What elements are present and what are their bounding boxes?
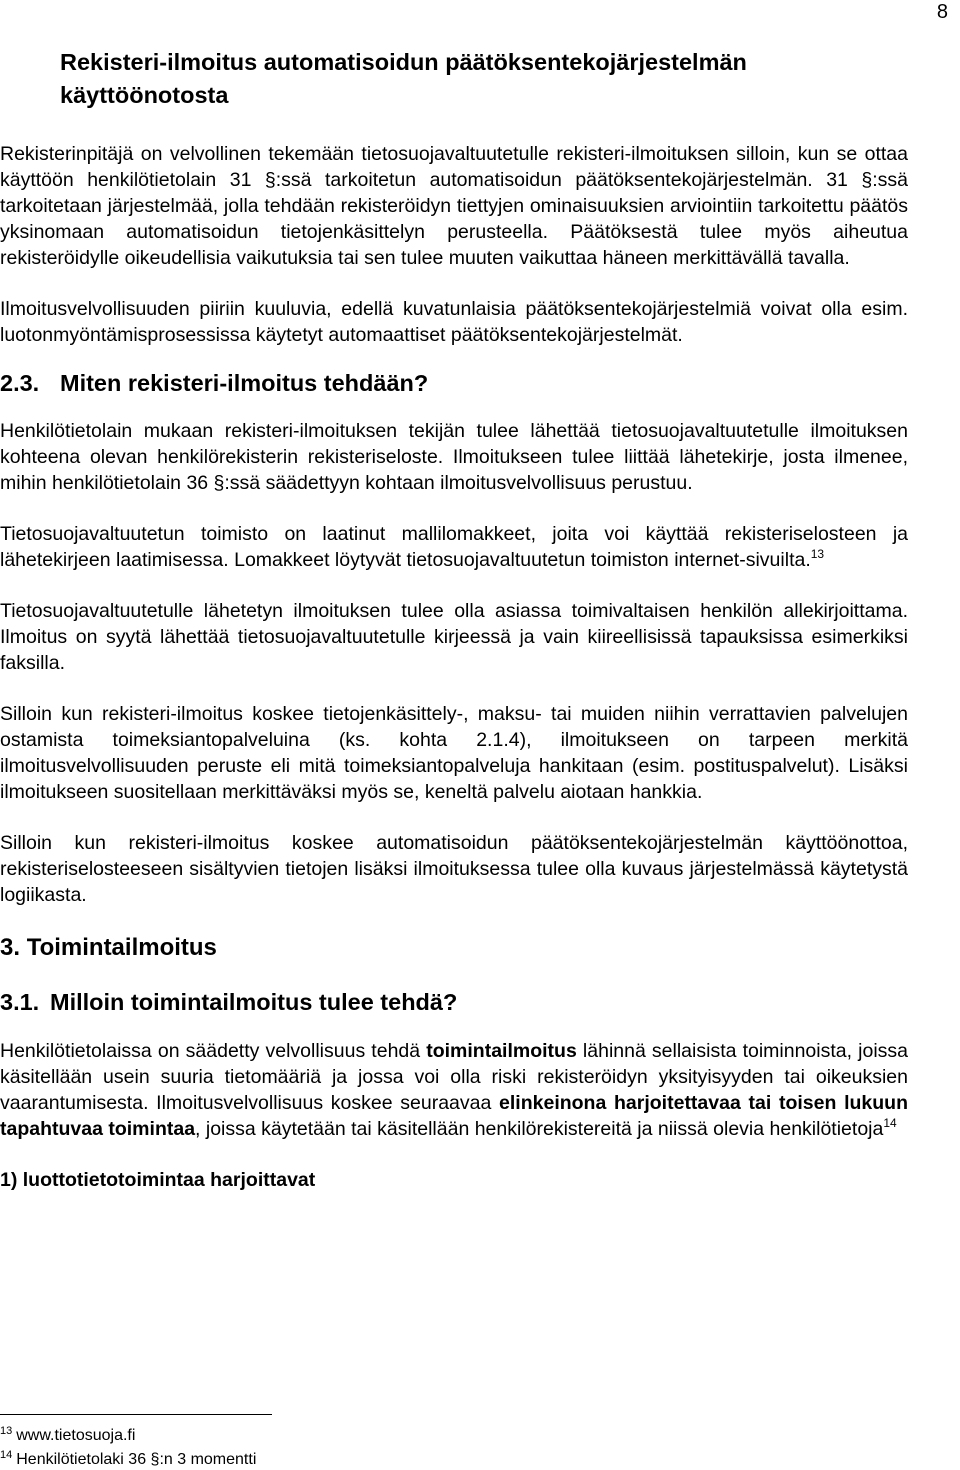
heading-3	[0, 931, 908, 964]
paragraph-6: Silloin kun rekisteri-ilmoitus koskee tietojenkäsittely-, maksu- tai muiden niihin verrattavien palvelujen ostamista toimeksiantopalveluina (ks. kohta 2.1.4), ilmoitukseen on tarpeen merkitä ilmoitusvelvollisuuden peruste eli mitä toimeksiantopalveluja hankitaan (esim. postituspalvelut). Lisäksi ilmoitukseen suositellaan merkittäväksi myös se, keneltä palvelu aiotaan hankkia.	[0, 703, 908, 803]
paragraph-4-text: Tietosuojavaltuutetun toimisto on laatinut mallilomakkeet, joita voi käyttää rekisteriselosteen ja lähetekirjeen laatimisessa. Lomakkeet löytyvät tietosuojavaltuutetun toimiston internet-sivuilta.	[0, 523, 908, 571]
paragraph-8-text-c: , joissa käytetään tai käsitellään henkilörekistereitä ja niissä olevia henkilötietoja	[195, 1118, 884, 1140]
paragraph-8	[0, 1038, 908, 1142]
footnote-13	[0, 1421, 135, 1446]
heading-text: Toimintailmoitus	[26, 934, 217, 961]
footnote-number: 14	[0, 1449, 13, 1461]
paragraph-7: Silloin kun rekisteri-ilmoitus koskee automatisoidun päätöksentekojärjestelmän käyttöönottoa, rekisteriselosteeseen sisältyvien tietojen lisäksi ilmoituksessa tulee olla kuvaus järjestelmässä käytetystä logiikasta.	[0, 832, 908, 906]
heading-text: Miten rekisteri-ilmoitus tehdään?	[60, 370, 429, 396]
footnote-number: 13	[0, 1425, 13, 1437]
heading-2-3	[0, 367, 908, 400]
page-content	[0, 46, 908, 1193]
paragraph-4	[0, 521, 908, 573]
heading-text: Rekisteri-ilmoitus automatisoidun päätöksentekojärjestelmän käyttöönotosta	[60, 49, 747, 108]
heading-text: Milloin toimintailmoitus tulee tehdä?	[50, 989, 458, 1015]
footnote-text: Henkilötietolaki 36 §:n 3 momentti	[16, 1451, 257, 1468]
paragraph-2: Ilmoitusvelvollisuuden piiriin kuuluvia, edellä kuvatunlaisia päätöksentekojärjestelmiä voivat olla esim. luotonmyöntämisprosessissa käytetyt automaattiset päätöksentekojärjestelmät.	[0, 298, 908, 346]
footnote-ref-14: 14	[883, 1116, 897, 1130]
paragraph-8-bold-b: elinkeinona harjoitettavaa tai toisen lukuun tapahtuvaa toimintaa	[0, 1092, 908, 1140]
heading-2-2	[0, 46, 908, 112]
paragraph-8-text-b: lähinnä sellaisista toiminnoista, joissa käsitellään usein suuria tietomääriä ja jossa voi olla riski rekisteröidyn yksityisyyden tai oikeuksien vaarantumisesta. Ilmoitusvelvollisuus koskee seuraavaa	[0, 1040, 908, 1114]
footnote-separator	[0, 1414, 272, 1415]
paragraph-8-text-a: Henkilötietolaissa on säädetty velvollisuus tehdä	[0, 1040, 427, 1062]
footnote-ref-13: 13	[810, 547, 825, 561]
list-item-1: 1) luottotietotoimintaa harjoittavat	[0, 1169, 316, 1191]
paragraph-3: Henkilötietolain mukaan rekisteri-ilmoituksen tekijän tulee lähettää tietosuojavaltuutetulle ilmoituksen kohteena olevan henkilörekisterin rekisteriseloste. Ilmoitukseen tulee liittää lähetekirje, josta ilmenee, mihin henkilötietolain 36 §:ssä säädettyyn kohtaan ilmoitusvelvollisuus perustuu.	[0, 420, 908, 494]
heading-3-1	[0, 986, 908, 1019]
footnote-link[interactable]: www.tietosuoja.fi	[16, 1427, 136, 1444]
footnote-14	[0, 1445, 256, 1470]
paragraph-8-bold-a: toimintailmoitus	[426, 1040, 577, 1062]
heading-number: 3.1.	[0, 989, 40, 1015]
heading-number: 2.3.	[0, 370, 40, 396]
heading-number	[0, 46, 60, 79]
paragraph-5: Tietosuojavaltuutetulle lähetetyn ilmoituksen tulee olla asiassa toimivaltaisen henkilön allekirjoittama. Ilmoitus on syytä lähettää tietosuojavaltuutetulle kirjeessä ja vain kiireellisissä tapauksissa esimerkiksi faksilla.	[0, 600, 908, 674]
heading-number: 3.	[0, 934, 21, 961]
paragraph-1: Rekisterinpitäjä on velvollinen tekemään tietosuojavaltuutetulle rekisteri-ilmoituksen silloin, kun se ottaa käyttöön henkilötietolain 31 §:ssä tarkoitetun automatisoidun päätöksentekojärjestelmän. 31 §:ssä tarkoitetaan järjestelmää, jolla tehdään rekisteröidyn tiettyjen ominaisuuksien arviointiin tarkoitettu päätös yksinomaan automatisoidun tietojenkäsittelyn perusteella. Päätöksestä tulee myös aiheutua rekisteröidylle oikeudellisia vaikutuksia tai sen tulee muuten vaikuttaa häneen merkittävällä tavalla.	[0, 143, 908, 269]
page-number: 8	[936, 1, 948, 23]
